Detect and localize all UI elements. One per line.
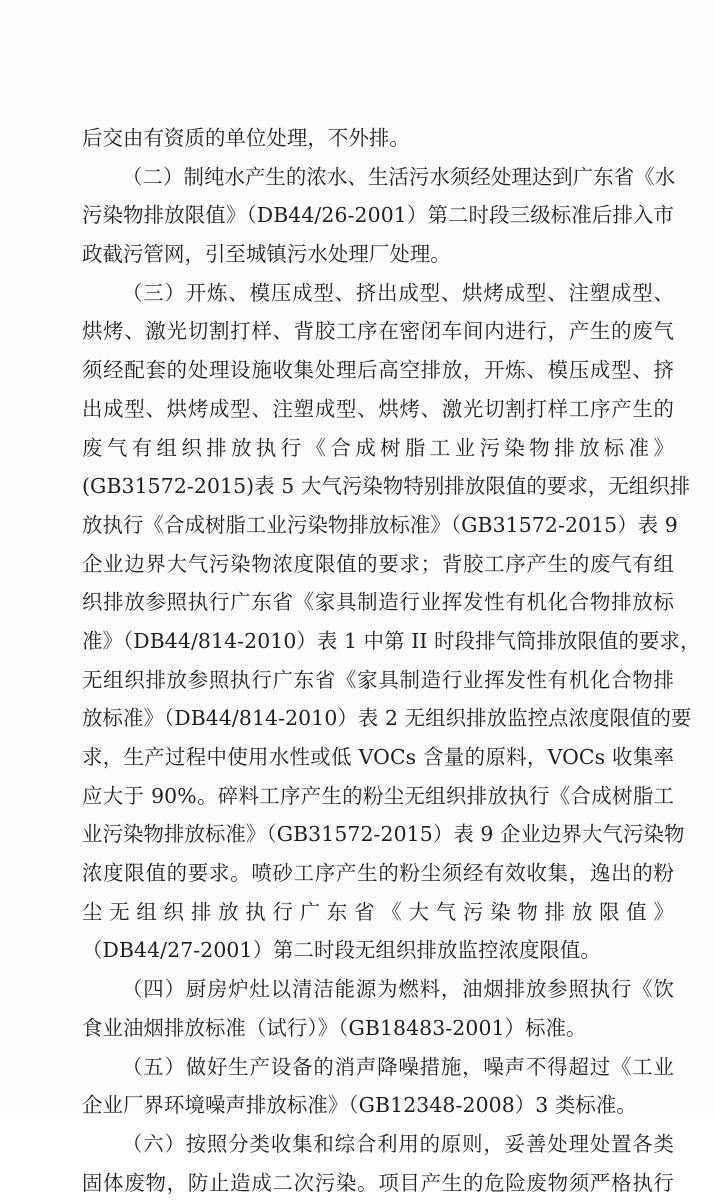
text-line: 业污染物排放标准》（GB31572-2015）表 9 企业边界大气污染物 bbox=[82, 822, 685, 847]
text-line: 放标准》（DB44/814-2010）表 2 无组织排放监控点浓度限值的要 bbox=[82, 706, 692, 731]
text-line: 尘无组织排放执行广东省《大气污染物排放限值》 bbox=[82, 899, 674, 924]
text-line: 食业油烟排放标准（试行）》（GB18483-2001）标准。 bbox=[82, 1015, 587, 1040]
text-line: 须经配套的处理设施收集处理后高空排放，开炼、模压成型、挤 bbox=[82, 358, 674, 383]
text-line: （DB44/27-2001）第二时段无组织排放监控浓度限值。 bbox=[82, 938, 601, 963]
text-line: (GB31572-2015)表 5 大气污染物特别排放限值的要求，无组织排 bbox=[82, 474, 691, 499]
text-line: 无组织排放参照执行广东省《家具制造行业挥发性有机化合物排 bbox=[82, 667, 674, 692]
text-line: 浓度限值的要求。喷砂工序产生的粉尘须经有效收集，逸出的粉 bbox=[82, 861, 674, 886]
text-line: （三）开炼、模压成型、挤出成型、烘烤成型、注塑成型、 bbox=[122, 280, 674, 305]
text-line: （五）做好生产设备的消声降噪措施，噪声不得超过《工业 bbox=[122, 1054, 674, 1079]
document-body bbox=[82, 119, 701, 1202]
text-line: 企业厂界环境噪声排放标准》（GB12348-2008）3 类标准。 bbox=[82, 1093, 637, 1118]
text-line: 政截污管网，引至城镇污水处理厂处理。 bbox=[82, 242, 451, 267]
text-line: 放执行《合成树脂工业污染物排放标准》（GB31572-2015）表 9 bbox=[82, 512, 678, 537]
text-line: 烘烤、激光切割打样、背胶工序在密闭车间内进行，产生的废气 bbox=[82, 319, 674, 344]
text-line: 企业边界大气污染物浓度限值的要求；背胶工序产生的废气有组 bbox=[82, 551, 674, 576]
text-line: 求，生产过程中使用水性或低 VOCs 含量的原料，VOCs 收集率 bbox=[82, 745, 674, 769]
text-line: （二）制纯水产生的浓水、生活污水须经处理达到广东省《水 bbox=[122, 164, 676, 189]
text-line: 出成型、烘烤成型、注塑成型、烘烤、激光切割打样工序产生的 bbox=[82, 396, 674, 421]
text-line: 织排放参照执行广东省《家具制造行业挥发性有机化合物排放标 bbox=[82, 590, 674, 615]
text-line: 固体废物，防止造成二次污染。项目产生的危险废物须严格执行 bbox=[82, 1170, 674, 1195]
text-line: 废气有组织排放执行《合成树脂工业污染物排放标准》 bbox=[82, 435, 674, 460]
text-line: 应大于 90%。碎料工序产生的粉尘无组织排放执行《合成树脂工 bbox=[82, 783, 674, 808]
text-line: 准》（DB44/814-2010）表 1 中第 II 时段排气筒排放限值的要求， bbox=[82, 628, 701, 653]
text-line: 污染物排放限值》（DB44/26-2001）第二时段三级标准后排入市 bbox=[82, 203, 674, 228]
text-line: 后交由有资质的单位处理，不外排。 bbox=[82, 126, 410, 150]
text-line: （四）厨房炉灶以清洁能源为燃料，油烟排放参照执行《饮 bbox=[122, 977, 674, 1002]
text-line: （六）按照分类收集和综合利用的原则，妥善处理处置各类 bbox=[122, 1131, 674, 1156]
